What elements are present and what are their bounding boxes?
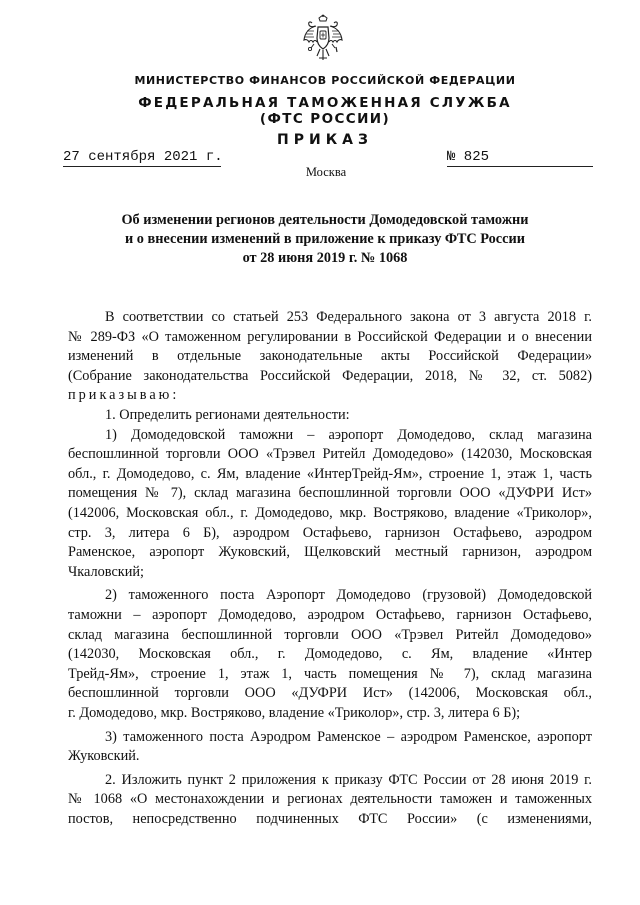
body-text-line: (142006, Московская обл., г. Домодедово, мкр. Востряково, владение «Триколор»,	[68, 505, 592, 521]
body-text-line: стр. 3, литера 6 Б), аэродром Остафьево, гарнизон Остафьево, аэродром	[68, 524, 592, 541]
order-number: № 825	[447, 148, 593, 167]
body-text-line: 1. Определить регионами деятельности:	[105, 407, 350, 423]
body-text-line: г. Домодедово, мкр. Востряково, владение «Триколор», стр. 3, литера 6 Б);	[68, 705, 521, 721]
body-text-line: (142030, Московская обл., г. Домодедово, с. Ям, владение «Интер	[68, 646, 592, 663]
body-text-line: Раменское, аэропорт Жуковский, Щелковский местный гарнизон, аэродром	[68, 544, 592, 561]
body-text-line: 3) таможенного поста Аэродром Раменское – аэродром Раменское, аэропорт	[105, 728, 592, 745]
body-text-line: изменений в отдельные законодательные акты Российской Федерации»	[68, 348, 592, 365]
body-text-line: Чкаловский;	[68, 563, 145, 580]
ministry-name: МИНИСТЕРСТВО ФИНАНСОВ РОССИЙСКОЙ ФЕДЕРАЦИИ	[134, 74, 516, 87]
issue-city: Москва	[305, 165, 347, 179]
body-text-line: 2) таможенного поста Аэропорт Домодедово (грузовой) Домодедовской	[105, 587, 592, 604]
body-text-line: Трейд-Ям», строение 1, этаж 1, часть помещения № 7), склад магазина	[68, 665, 592, 682]
body-text-line: 2. Изложить пункт 2 приложения к приказу ФТС России от 28 июня 2019 г.	[105, 771, 592, 788]
body-text-line: склад магазина беспошлинной торговли ООО «Трэвел Ритейл Домодедово»	[68, 626, 592, 643]
body-text-line: (Собрание законодательства Российской Федерации, 2018, № 32, ст. 5082)	[68, 367, 592, 384]
title-line: и о внесении изменений в приложение к приказу ФТС России	[125, 231, 525, 247]
body-text-line: 1) Домодедовской таможни – аэропорт Домодедово, склад магазина	[105, 426, 592, 443]
service-name: ФЕДЕРАЛЬНАЯ ТАМОЖЕННАЯ СЛУЖБА	[138, 95, 512, 111]
body-text-line: В соответствии со статьей 253 Федерального закона от 3 августа 2018 г.	[105, 309, 592, 325]
service-short-name: (ФТС РОССИИ)	[259, 111, 391, 127]
coat-of-arms-emblem-icon	[303, 14, 343, 62]
body-text-line: беспошлинной торговли ООО «ДУФРИ Ист» (142006, Московская обл.,	[68, 685, 592, 702]
body-text-line: № 289-ФЗ «О таможенном регулировании в Российской Федерации и о внесении	[68, 328, 592, 345]
body-text-line: постов, непосредственно подчиненных ФТС России» (с изменениями,	[68, 811, 592, 827]
body-text-line: таможни – аэропорт Домодедово, аэродром Остафьево, гарнизон Остафьево,	[68, 607, 592, 623]
body-text-line: беспошлинной торговли ООО «Трэвел Ритейл Домодедово» (142030, Московская	[68, 446, 592, 463]
title-line: от 28 июня 2019 г. № 1068	[242, 250, 408, 266]
body-text-line: помещения № 7), склад магазина беспошлинной торговли ООО «ДУФРИ Ист»	[68, 485, 592, 502]
body-text-line: обл., г. Домодедово, с. Ям, владение «ИнтерТрейд-Ям», строение 1, этаж 1, часть	[68, 465, 592, 482]
body-text-line: приказываю:	[68, 387, 180, 404]
document-title	[60, 211, 590, 268]
body-text-line: Жуковский.	[68, 748, 140, 765]
title-line: Об изменении регионов деятельности Домодедовской таможни	[121, 212, 529, 228]
order-date: 27 сентября 2021 г.	[63, 149, 223, 165]
body-text-line: № 1068 «О местонахождении и регионах деятельности таможен и таможенных	[68, 791, 592, 808]
document-type-heading: ПРИКАЗ	[277, 132, 373, 148]
